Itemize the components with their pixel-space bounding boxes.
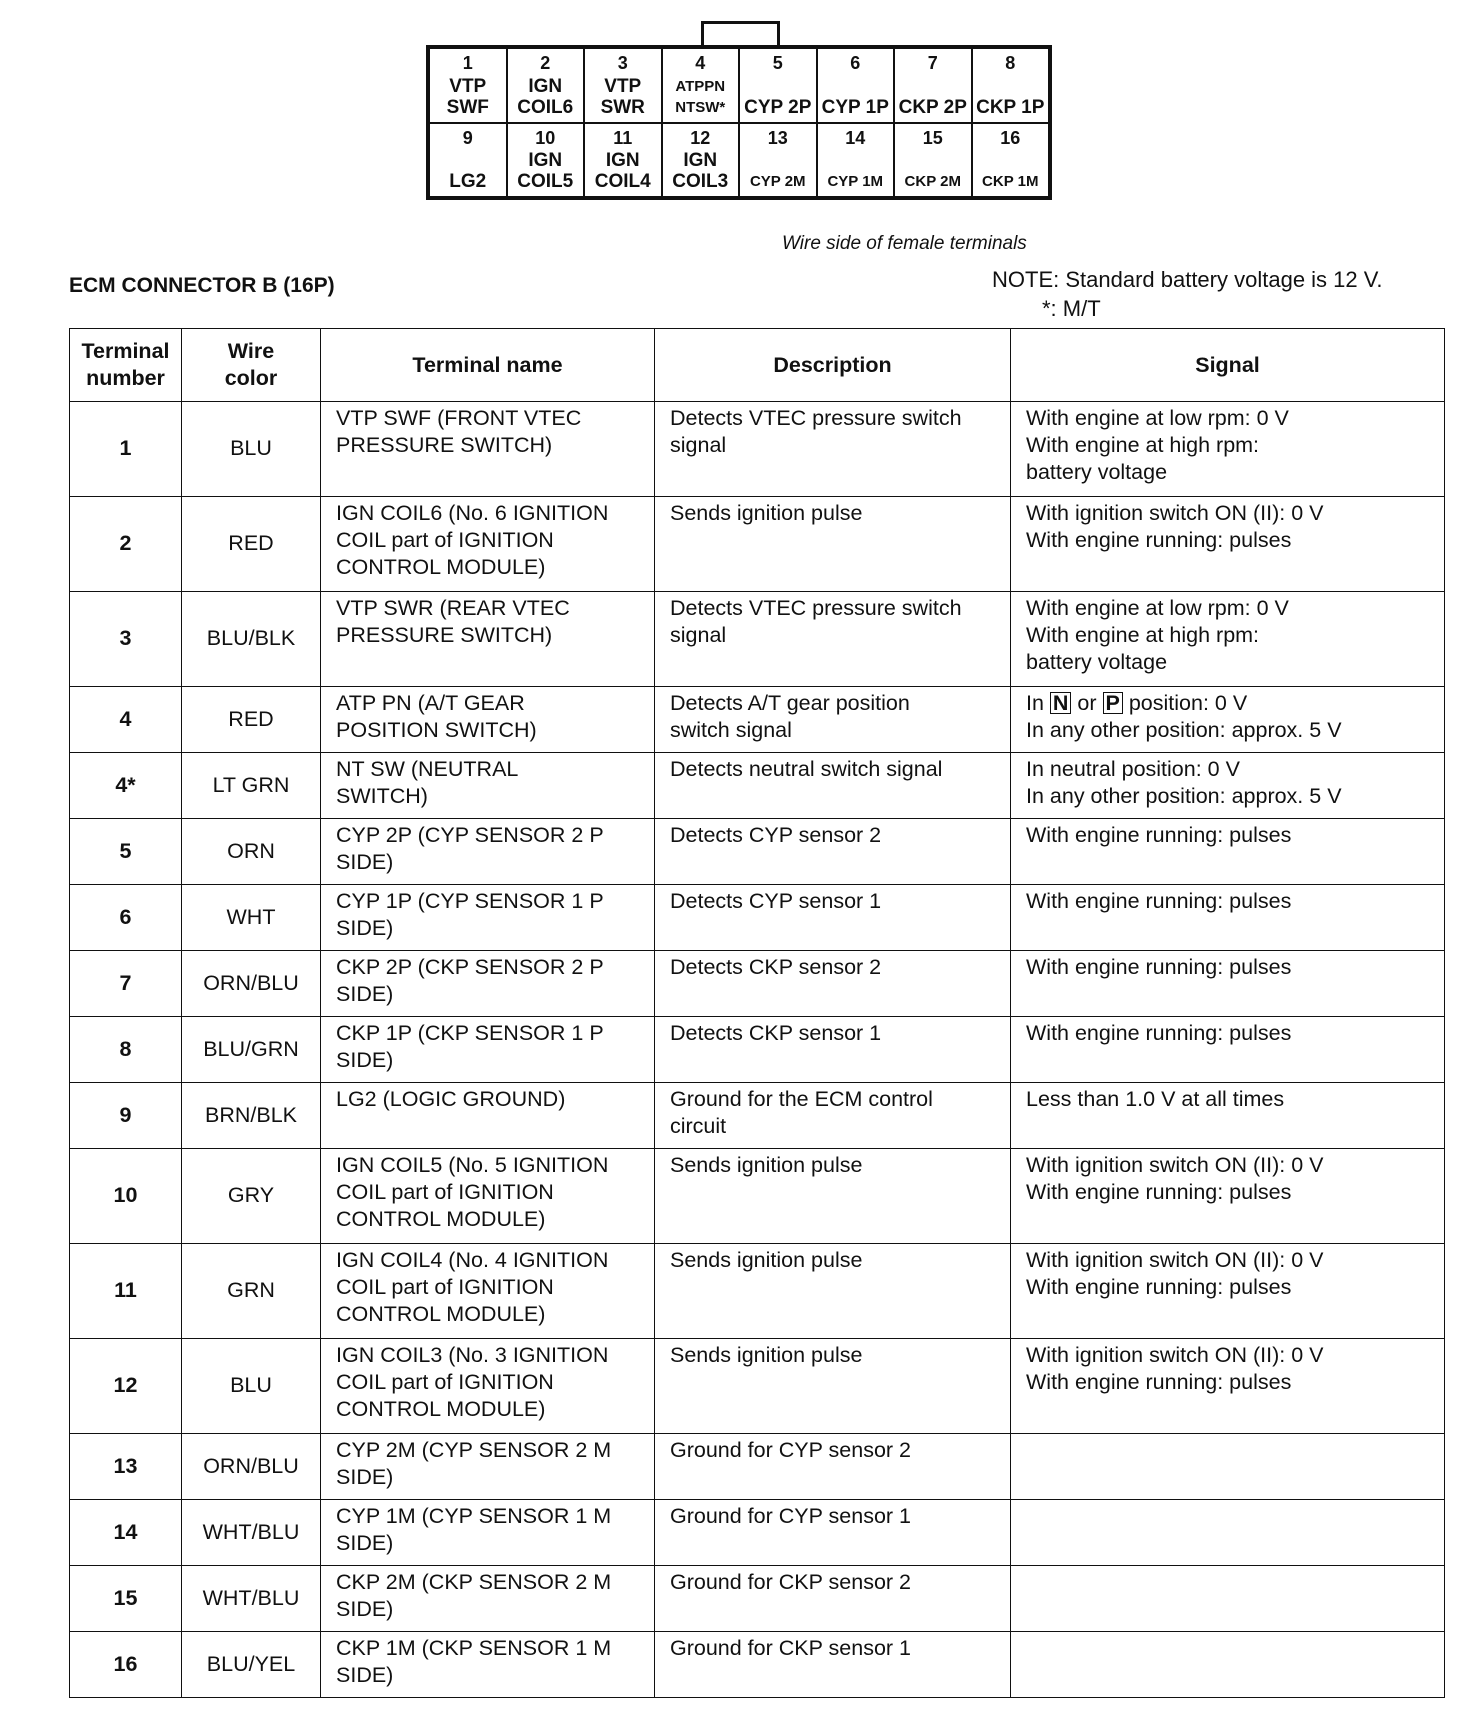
terminal-name: IGN COIL5 (No. 5 IGNITION COIL part of IGNITION CONTROL MODULE): [321, 1149, 655, 1244]
pin-label: IGN COIL6: [517, 75, 574, 118]
pin-label: ATPPN NTSW*: [675, 77, 726, 116]
pin-number: 5: [772, 53, 783, 73]
header-description: Description: [655, 329, 1011, 402]
wire-color: WHT: [182, 885, 321, 951]
table-row: [70, 1149, 1445, 1244]
terminal-number: 4*: [70, 753, 182, 819]
signal-text: or: [1071, 691, 1103, 715]
pin-5: [739, 48, 817, 123]
pin-label: CKP 2P: [898, 96, 967, 118]
terminal-number: 16: [70, 1632, 182, 1698]
pin-label: IGN COIL5: [517, 150, 574, 192]
wire-color: ORN/BLU: [182, 1434, 321, 1500]
table-row: [70, 1339, 1445, 1434]
wire-color: BLU: [182, 1339, 321, 1434]
table-row: [70, 592, 1445, 687]
signal: With engine running: pulses: [1011, 1017, 1445, 1083]
pin-label: CYP 2P: [744, 96, 812, 118]
table-row: [70, 1632, 1445, 1698]
connector-caption: Wire side of female terminals: [782, 233, 1027, 254]
terminal-number: 11: [70, 1244, 182, 1339]
pin-3: [584, 48, 662, 123]
terminal-name: CKP 2M (CKP SENSOR 2 M SIDE): [321, 1566, 655, 1632]
pin-10: [507, 123, 585, 198]
terminal-name: CYP 1M (CYP SENSOR 1 M SIDE): [321, 1500, 655, 1566]
note-block: [992, 265, 1383, 323]
signal: With engine running: pulses: [1011, 951, 1445, 1017]
terminal-name: CKP 1M (CKP SENSOR 1 M SIDE): [321, 1632, 655, 1698]
wire-color: BLU/GRN: [182, 1017, 321, 1083]
pin-15: [894, 123, 972, 198]
pin-13: [739, 123, 817, 198]
pin-number: 12: [690, 127, 711, 148]
signal-text: position: 0 V In any other position: approx. 5 V: [1026, 691, 1342, 742]
table-row: [70, 951, 1445, 1017]
signal: With engine at low rpm: 0 V With engine at high rpm: battery voltage: [1011, 592, 1445, 687]
pin-7: [894, 48, 972, 123]
description: Sends ignition pulse: [655, 1244, 1011, 1339]
wire-color: BLU/BLK: [182, 592, 321, 687]
pin-number: 8: [1005, 53, 1016, 73]
wire-color: BRN/BLK: [182, 1083, 321, 1149]
signal: With ignition switch ON (II): 0 V With engine running: pulses: [1011, 1339, 1445, 1434]
terminal-number: 5: [70, 819, 182, 885]
pin-12: [662, 123, 740, 198]
table-row: [70, 1083, 1445, 1149]
pin-label: IGN COIL4: [594, 150, 651, 192]
pin-label: CKP 1M: [982, 173, 1039, 190]
pin-number: 9: [462, 127, 473, 148]
table-row: [70, 1244, 1445, 1339]
wire-color: ORN/BLU: [182, 951, 321, 1017]
terminal-name: CYP 2P (CYP SENSOR 2 P SIDE): [321, 819, 655, 885]
signal: Less than 1.0 V at all times: [1011, 1083, 1445, 1149]
pin-9: [429, 123, 507, 198]
pin-label: VTP SWR: [600, 75, 645, 118]
pin-14: [817, 123, 895, 198]
wire-color: GRY: [182, 1149, 321, 1244]
terminal-number: 12: [70, 1339, 182, 1434]
signal: With engine at low rpm: 0 V With engine at high rpm: battery voltage: [1011, 402, 1445, 497]
pinout-table: [69, 328, 1445, 1698]
header-terminal-number: Terminal number: [70, 329, 182, 402]
pin-number: 16: [1000, 127, 1021, 148]
description: Ground for CKP sensor 1: [655, 1632, 1011, 1698]
description: Sends ignition pulse: [655, 1149, 1011, 1244]
pin-number: 7: [927, 53, 938, 73]
wire-color: ORN: [182, 819, 321, 885]
terminal-name: IGN COIL6 (No. 6 IGNITION COIL part of IGNITION CONTROL MODULE): [321, 497, 655, 592]
connector-latch: [701, 21, 780, 45]
signal: With ignition switch ON (II): 0 V With engine running: pulses: [1011, 497, 1445, 592]
terminal-name: ATP PN (A/T GEAR POSITION SWITCH): [321, 687, 655, 753]
wire-color: BLU: [182, 402, 321, 497]
terminal-name: IGN COIL4 (No. 4 IGNITION COIL part of IGNITION CONTROL MODULE): [321, 1244, 655, 1339]
note-line: *: M/T: [1042, 296, 1101, 321]
terminal-name: CKP 1P (CKP SENSOR 1 P SIDE): [321, 1017, 655, 1083]
table-row: [70, 1500, 1445, 1566]
description: Detects neutral switch signal: [655, 753, 1011, 819]
wire-color: WHT/BLU: [182, 1500, 321, 1566]
description: Detects VTEC pressure switch signal: [655, 402, 1011, 497]
table-header-row: [70, 329, 1445, 402]
pin-number: 13: [767, 127, 788, 148]
description: Detects CKP sensor 1: [655, 1017, 1011, 1083]
signal: With engine running: pulses: [1011, 885, 1445, 951]
wire-color: WHT/BLU: [182, 1566, 321, 1632]
terminal-number: 4: [70, 687, 182, 753]
description: Ground for CYP sensor 2: [655, 1434, 1011, 1500]
pin-11: [584, 123, 662, 198]
terminal-number: 15: [70, 1566, 182, 1632]
signal: [1011, 1632, 1445, 1698]
pin-label: CKP 1P: [976, 96, 1045, 118]
pin-label: CYP 1P: [821, 96, 889, 118]
connector-diagram: [426, 45, 1052, 200]
wire-color: BLU/YEL: [182, 1632, 321, 1698]
pin-number: 11: [613, 127, 633, 148]
signal: With ignition switch ON (II): 0 V With engine running: pulses: [1011, 1149, 1445, 1244]
signal: With engine running: pulses: [1011, 819, 1445, 885]
table-row: [70, 819, 1445, 885]
pin-2: [507, 48, 585, 123]
description: Sends ignition pulse: [655, 497, 1011, 592]
terminal-number: 9: [70, 1083, 182, 1149]
terminal-number: 10: [70, 1149, 182, 1244]
pin-number: 14: [845, 127, 866, 148]
terminal-number: 3: [70, 592, 182, 687]
wire-color: RED: [182, 687, 321, 753]
connector-pin-grid: [426, 45, 1052, 200]
header-wire-color: Wire color: [182, 329, 321, 402]
pin-number: 2: [540, 53, 551, 73]
pin-number: 1: [462, 53, 473, 73]
header-terminal-name: Terminal name: [321, 329, 655, 402]
table-row: [70, 753, 1445, 819]
gear-p-box: P: [1103, 692, 1123, 714]
terminal-number: 7: [70, 951, 182, 1017]
pin-number: 3: [617, 53, 628, 73]
description: Detects CKP sensor 2: [655, 951, 1011, 1017]
pin-label: VTP SWF: [446, 75, 489, 118]
pin-number: 4: [695, 53, 706, 73]
header-signal: Signal: [1011, 329, 1445, 402]
pin-16: [972, 123, 1050, 198]
table-row: [70, 1566, 1445, 1632]
pin-8: [972, 48, 1050, 123]
table-row: [70, 1017, 1445, 1083]
terminal-name: CYP 1P (CYP SENSOR 1 P SIDE): [321, 885, 655, 951]
terminal-number: 2: [70, 497, 182, 592]
wire-color: RED: [182, 497, 321, 592]
description: Detects A/T gear position switch signal: [655, 687, 1011, 753]
description: Ground for the ECM control circuit: [655, 1083, 1011, 1149]
terminal-name: CYP 2M (CYP SENSOR 2 M SIDE): [321, 1434, 655, 1500]
pin-label: LG2: [449, 171, 487, 192]
terminal-number: 1: [70, 402, 182, 497]
pin-label: CYP 2M: [749, 173, 806, 190]
description: Sends ignition pulse: [655, 1339, 1011, 1434]
pin-label: IGN COIL3: [672, 150, 729, 192]
terminal-name: CKP 2P (CKP SENSOR 2 P SIDE): [321, 951, 655, 1017]
pin-number: 6: [850, 53, 861, 73]
terminal-name: NT SW (NEUTRAL SWITCH): [321, 753, 655, 819]
table-row: [70, 885, 1445, 951]
pin-4: [662, 48, 740, 123]
signal: In neutral position: 0 V In any other position: approx. 5 V: [1011, 753, 1445, 819]
pin-number: 10: [535, 127, 556, 148]
wire-color: LT GRN: [182, 753, 321, 819]
pin-label: CYP 1M: [827, 173, 884, 190]
signal: [1011, 1434, 1445, 1500]
terminal-number: 14: [70, 1500, 182, 1566]
terminal-number: 8: [70, 1017, 182, 1083]
description: Ground for CYP sensor 1: [655, 1500, 1011, 1566]
description: Detects VTEC pressure switch signal: [655, 592, 1011, 687]
description: Detects CYP sensor 1: [655, 885, 1011, 951]
description: Ground for CKP sensor 2: [655, 1566, 1011, 1632]
terminal-name: VTP SWF (FRONT VTEC PRESSURE SWITCH): [321, 402, 655, 497]
terminal-name: LG2 (LOGIC GROUND): [321, 1083, 655, 1149]
terminal-name: VTP SWR (REAR VTEC PRESSURE SWITCH): [321, 592, 655, 687]
table-row: [70, 497, 1445, 592]
connector-title: ECM CONNECTOR B (16P): [69, 274, 335, 297]
note-line: NOTE: Standard battery voltage is 12 V.: [992, 267, 1383, 292]
terminal-number: 13: [70, 1434, 182, 1500]
table-row: [70, 402, 1445, 497]
signal: [1011, 1500, 1445, 1566]
description: Detects CYP sensor 2: [655, 819, 1011, 885]
signal: With ignition switch ON (II): 0 V With engine running: pulses: [1011, 1244, 1445, 1339]
pin-1: [429, 48, 507, 123]
signal: [1011, 687, 1445, 753]
pin-label: CKP 2M: [904, 173, 961, 190]
gear-n-box: N: [1050, 692, 1072, 714]
terminal-number: 6: [70, 885, 182, 951]
table-row: [70, 1434, 1445, 1500]
terminal-name: IGN COIL3 (No. 3 IGNITION COIL part of IGNITION CONTROL MODULE): [321, 1339, 655, 1434]
pin-6: [817, 48, 895, 123]
pin-number: 15: [922, 127, 943, 148]
table-row: [70, 687, 1445, 753]
signal: [1011, 1566, 1445, 1632]
wire-color: GRN: [182, 1244, 321, 1339]
signal-text: In: [1026, 691, 1050, 715]
